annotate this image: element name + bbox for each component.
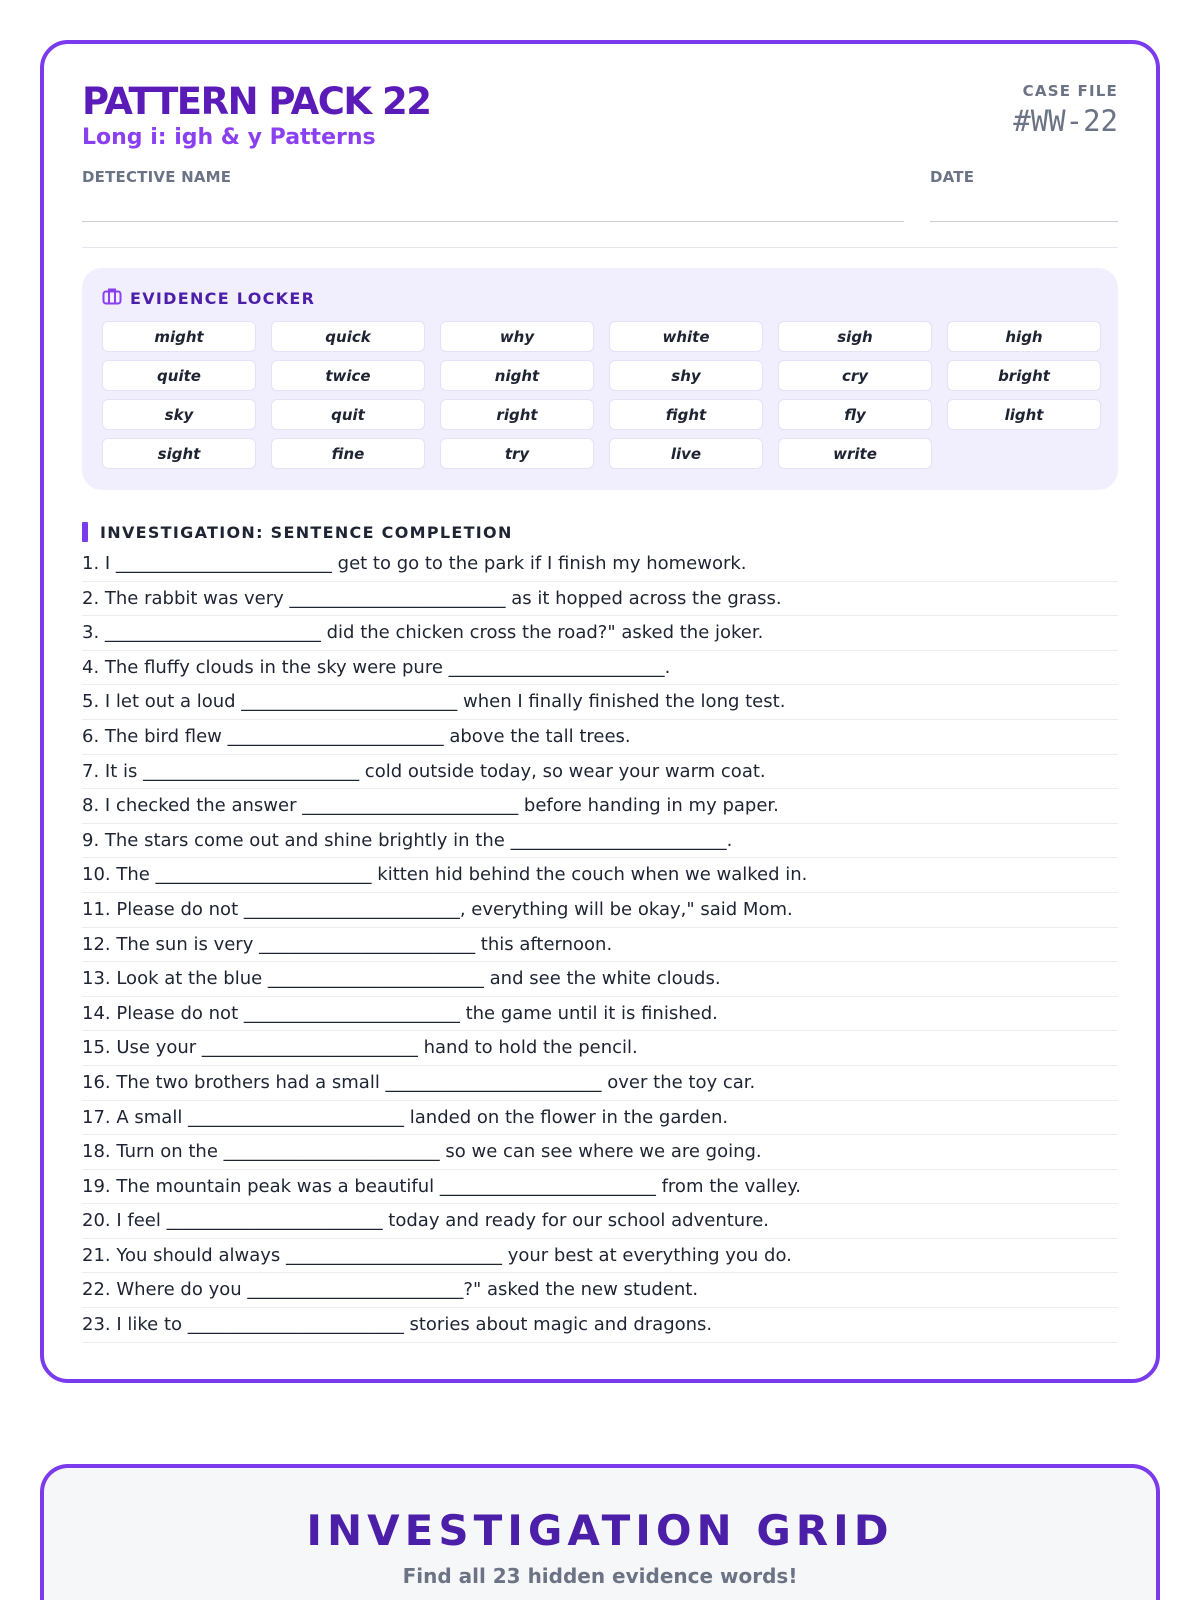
evidence-word-chip: night [440,360,594,391]
sentence-item[interactable]: 15. Use your ________________________ hand to hold the pencil. [82,1031,1118,1066]
investigation-header [82,522,513,542]
date-field[interactable] [930,168,1118,222]
worksheet-card [40,40,1160,1383]
evidence-locker-header [102,288,1098,308]
sentence-item[interactable]: 9. The stars come out and shine brightly in the ________________________. [82,824,1118,859]
evidence-word-chip: sigh [778,321,932,352]
evidence-word-chip: sight [102,438,256,469]
sentence-item[interactable]: 13. Look at the blue ________________________ and see the white clouds. [82,962,1118,997]
sentence-list [82,547,1118,1343]
evidence-word-chip: white [609,321,763,352]
page-title: PATTERN PACK 22 [82,80,431,123]
evidence-word-chip: might [102,321,256,352]
evidence-word-chip: cry [778,360,932,391]
sentence-item[interactable]: 14. Please do not ________________________ the game until it is finished. [82,997,1118,1032]
evidence-word-chip: fight [609,399,763,430]
evidence-word-chip: quit [271,399,425,430]
sentence-item[interactable]: 8. I checked the answer ________________________ before handing in my paper. [82,789,1118,824]
briefcase-icon [102,287,122,309]
evidence-word-chip: try [440,438,594,469]
grid-title: INVESTIGATION GRID [306,1506,894,1555]
evidence-word-chip: shy [609,360,763,391]
title-block [82,80,430,152]
sentence-item[interactable]: 3. ________________________ did the chicken cross the road?" asked the joker. [82,616,1118,651]
section-accent-bar [82,522,88,542]
sentence-item[interactable]: 16. The two brothers had a small ________________________ over the toy car. [82,1066,1118,1101]
header-divider [82,247,1118,248]
page-subtitle: Long i: igh & y Patterns [82,125,376,150]
sentence-item[interactable]: 1. I ________________________ get to go to the park if I finish my homework. [82,547,1118,582]
evidence-word-chip: right [440,399,594,430]
sentence-item[interactable]: 6. The bird flew ________________________ above the tall trees. [82,720,1118,755]
sentence-item[interactable]: 23. I like to ________________________ stories about magic and dragons. [82,1308,1118,1343]
word-bank [102,321,1098,469]
student-fields [82,168,1118,222]
evidence-locker [82,268,1118,490]
date-label: DATE [930,168,975,186]
evidence-word-chip: fly [778,399,932,430]
evidence-word-chip: write [778,438,932,469]
evidence-word-chip: fine [271,438,425,469]
grid-subtitle: Find all 23 hidden evidence words! [402,1564,798,1588]
sentence-item[interactable]: 12. The sun is very ________________________ this afternoon. [82,928,1118,963]
sentence-item[interactable]: 21. You should always ________________________ your best at everything you do. [82,1239,1118,1274]
case-file-number: #WW-22 [1013,104,1118,138]
sentence-item[interactable]: 11. Please do not ________________________, everything will be okay," said Mom. [82,893,1118,928]
evidence-word-chip: bright [947,360,1101,391]
evidence-word-chip: quite [102,360,256,391]
sentence-item[interactable]: 5. I let out a loud ________________________ when I finally finished the long test. [82,685,1118,720]
evidence-word-chip: twice [271,360,425,391]
case-file-block [1013,80,1118,138]
sentence-item[interactable]: 7. It is ________________________ cold outside today, so wear your warm coat. [82,755,1118,790]
sentence-item[interactable]: 2. The rabbit was very ________________________ as it hopped across the grass. [82,582,1118,617]
case-file-label: CASE FILE [1022,82,1118,100]
evidence-word-chip: live [609,438,763,469]
sentence-item[interactable]: 4. The fluffy clouds in the sky were pure ________________________. [82,651,1118,686]
evidence-word-chip: high [947,321,1101,352]
sentence-item[interactable]: 18. Turn on the ________________________ so we can see where we are going. [82,1135,1118,1170]
detective-name-label: DETECTIVE NAME [82,168,232,186]
detective-name-field[interactable] [82,168,904,222]
evidence-word-chip: quick [271,321,425,352]
sentence-item[interactable]: 22. Where do you ________________________?" asked the new student. [82,1273,1118,1308]
evidence-word-chip: sky [102,399,256,430]
detective-name-line[interactable] [82,186,904,222]
evidence-locker-title: EVIDENCE LOCKER [130,288,316,308]
sentence-item[interactable]: 20. I feel ________________________ today and ready for our school adventure. [82,1204,1118,1239]
investigation-grid-card [40,1464,1160,1600]
investigation-title: INVESTIGATION: SENTENCE COMPLETION [100,522,513,542]
sentence-item[interactable]: 17. A small ________________________ landed on the flower in the garden. [82,1101,1118,1136]
date-line[interactable] [930,186,1118,222]
sentence-item[interactable]: 19. The mountain peak was a beautiful ________________________ from the valley. [82,1170,1118,1205]
evidence-word-chip: why [440,321,594,352]
evidence-word-chip: light [947,399,1101,430]
sentence-item[interactable]: 10. The ________________________ kitten hid behind the couch when we walked in. [82,858,1118,893]
